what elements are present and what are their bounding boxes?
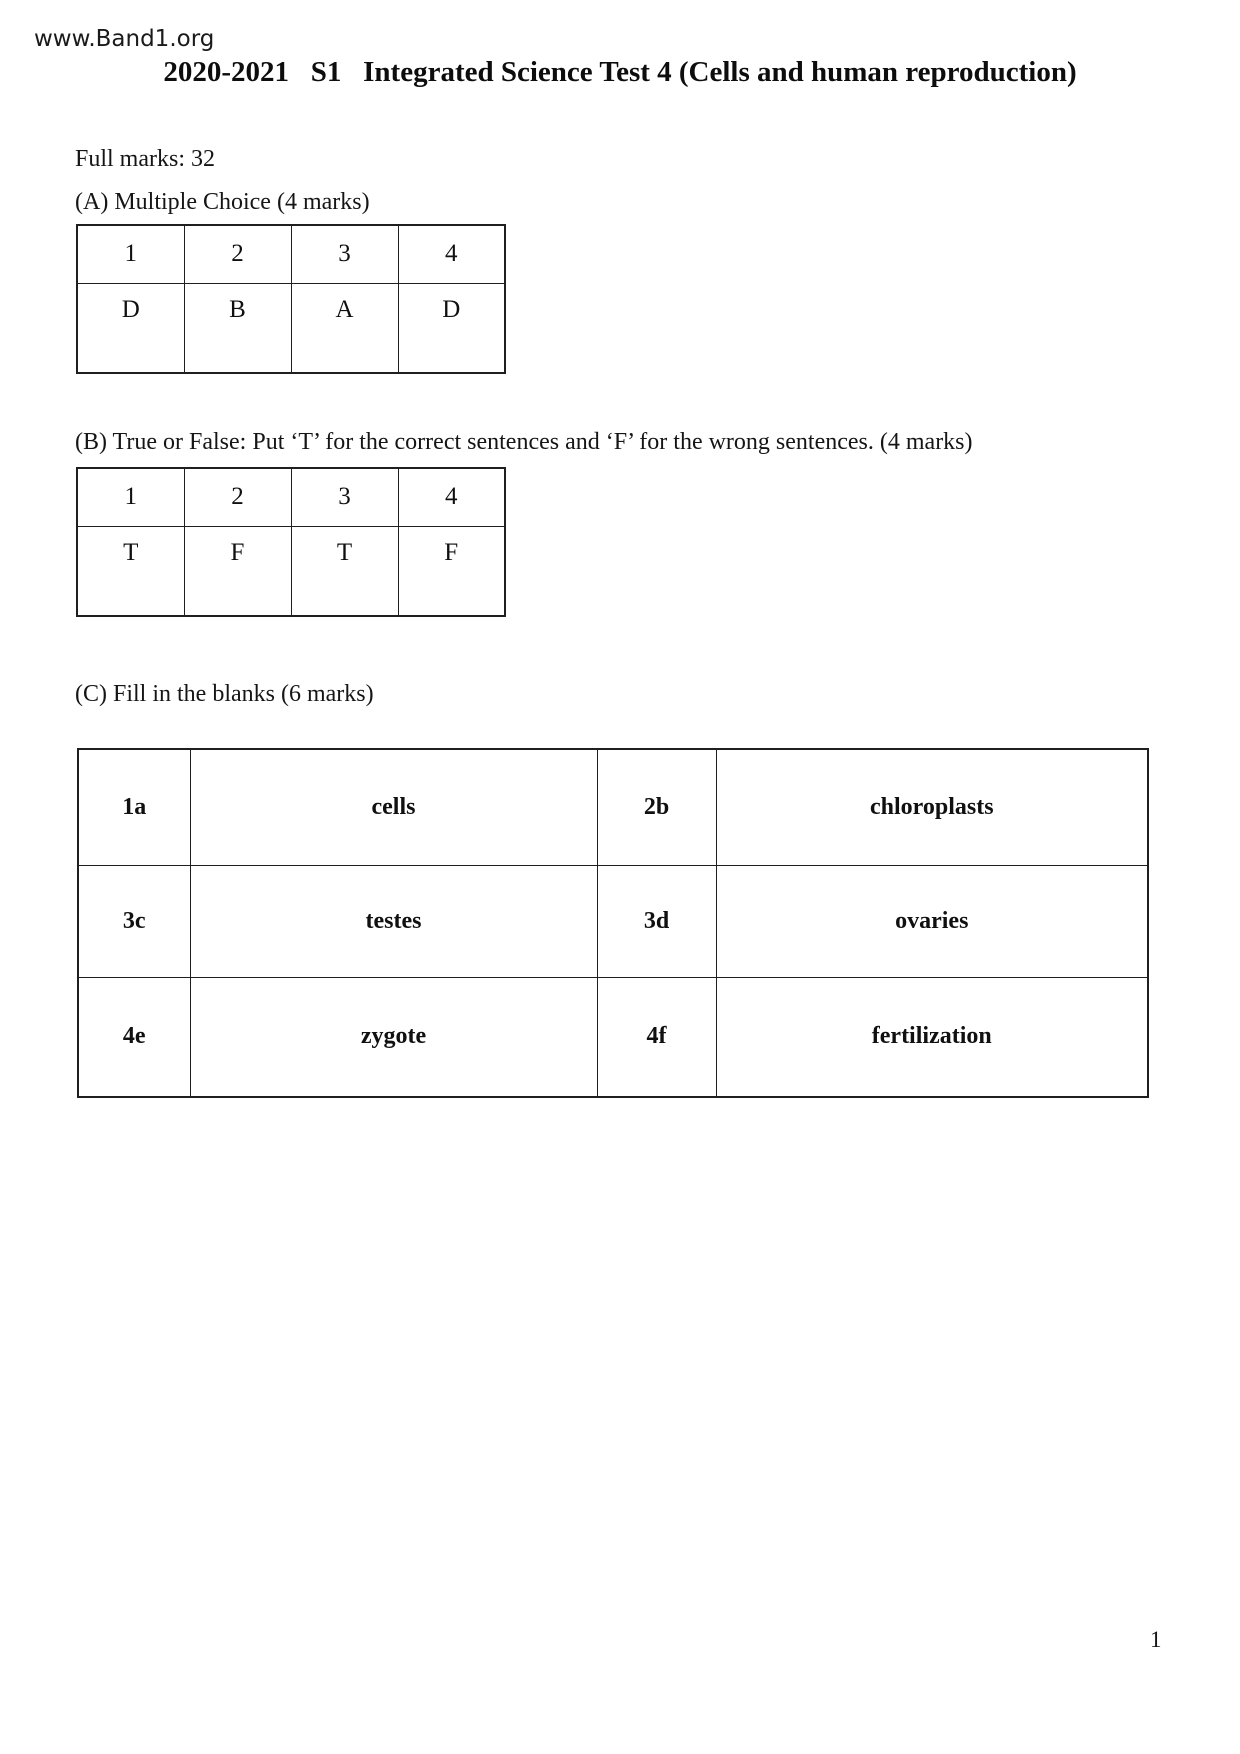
tf-header-row [77, 468, 505, 526]
mc-question-number-3: 3 [291, 225, 398, 283]
true-false-table [76, 467, 506, 617]
page-number: 1 [1150, 1627, 1162, 1652]
blank-answer-3c: testes [190, 865, 597, 977]
blank-label-2b: 2b [597, 749, 716, 865]
mc-question-number-4: 4 [398, 225, 505, 283]
blank-label-4e: 4e [78, 977, 190, 1097]
mc-question-number-2: 2 [184, 225, 291, 283]
fill-row-3 [78, 977, 1148, 1097]
tf-answer-1: T [77, 526, 184, 616]
mc-answer-3: A [291, 283, 398, 373]
multiple-choice-table [76, 224, 506, 374]
mc-answer-2: B [184, 283, 291, 373]
tf-question-number-1: 1 [77, 468, 184, 526]
blank-label-3c: 3c [78, 865, 190, 977]
tf-question-number-3: 3 [291, 468, 398, 526]
mc-answer-4: D [398, 283, 505, 373]
blank-answer-2b: chloroplasts [716, 749, 1148, 865]
blank-answer-4f: fertilization [716, 977, 1148, 1097]
blank-answer-3d: ovaries [716, 865, 1148, 977]
fill-row-2 [78, 865, 1148, 977]
mc-question-number-1: 1 [77, 225, 184, 283]
blank-answer-4e: zygote [190, 977, 597, 1097]
blank-label-1a: 1a [78, 749, 190, 865]
mc-header-row [77, 225, 505, 283]
tf-question-number-4: 4 [398, 468, 505, 526]
full-marks-label: Full marks: 32 [75, 146, 216, 172]
fill-in-blanks-table [77, 748, 1149, 1098]
section-b-heading: (B) True or False: Put ‘T’ for the correct sentences and ‘F’ for the wrong sentences. (4 marks) [75, 429, 973, 455]
section-a-heading: (A) Multiple Choice (4 marks) [75, 189, 370, 215]
section-c-heading: (C) Fill in the blanks (6 marks) [75, 681, 374, 707]
site-watermark: www.Band1.org [34, 26, 215, 52]
tf-question-number-2: 2 [184, 468, 291, 526]
fill-row-1 [78, 749, 1148, 865]
mc-answer-row [77, 283, 505, 373]
blank-label-4f: 4f [597, 977, 716, 1097]
document-title: 2020-2021 S1 Integrated Science Test 4 (Cells and human reproduction) [163, 56, 1077, 88]
tf-answer-2: F [184, 526, 291, 616]
blank-label-3d: 3d [597, 865, 716, 977]
tf-answer-row [77, 526, 505, 616]
mc-answer-1: D [77, 283, 184, 373]
tf-answer-4: F [398, 526, 505, 616]
tf-answer-3: T [291, 526, 398, 616]
blank-answer-1a: cells [190, 749, 597, 865]
